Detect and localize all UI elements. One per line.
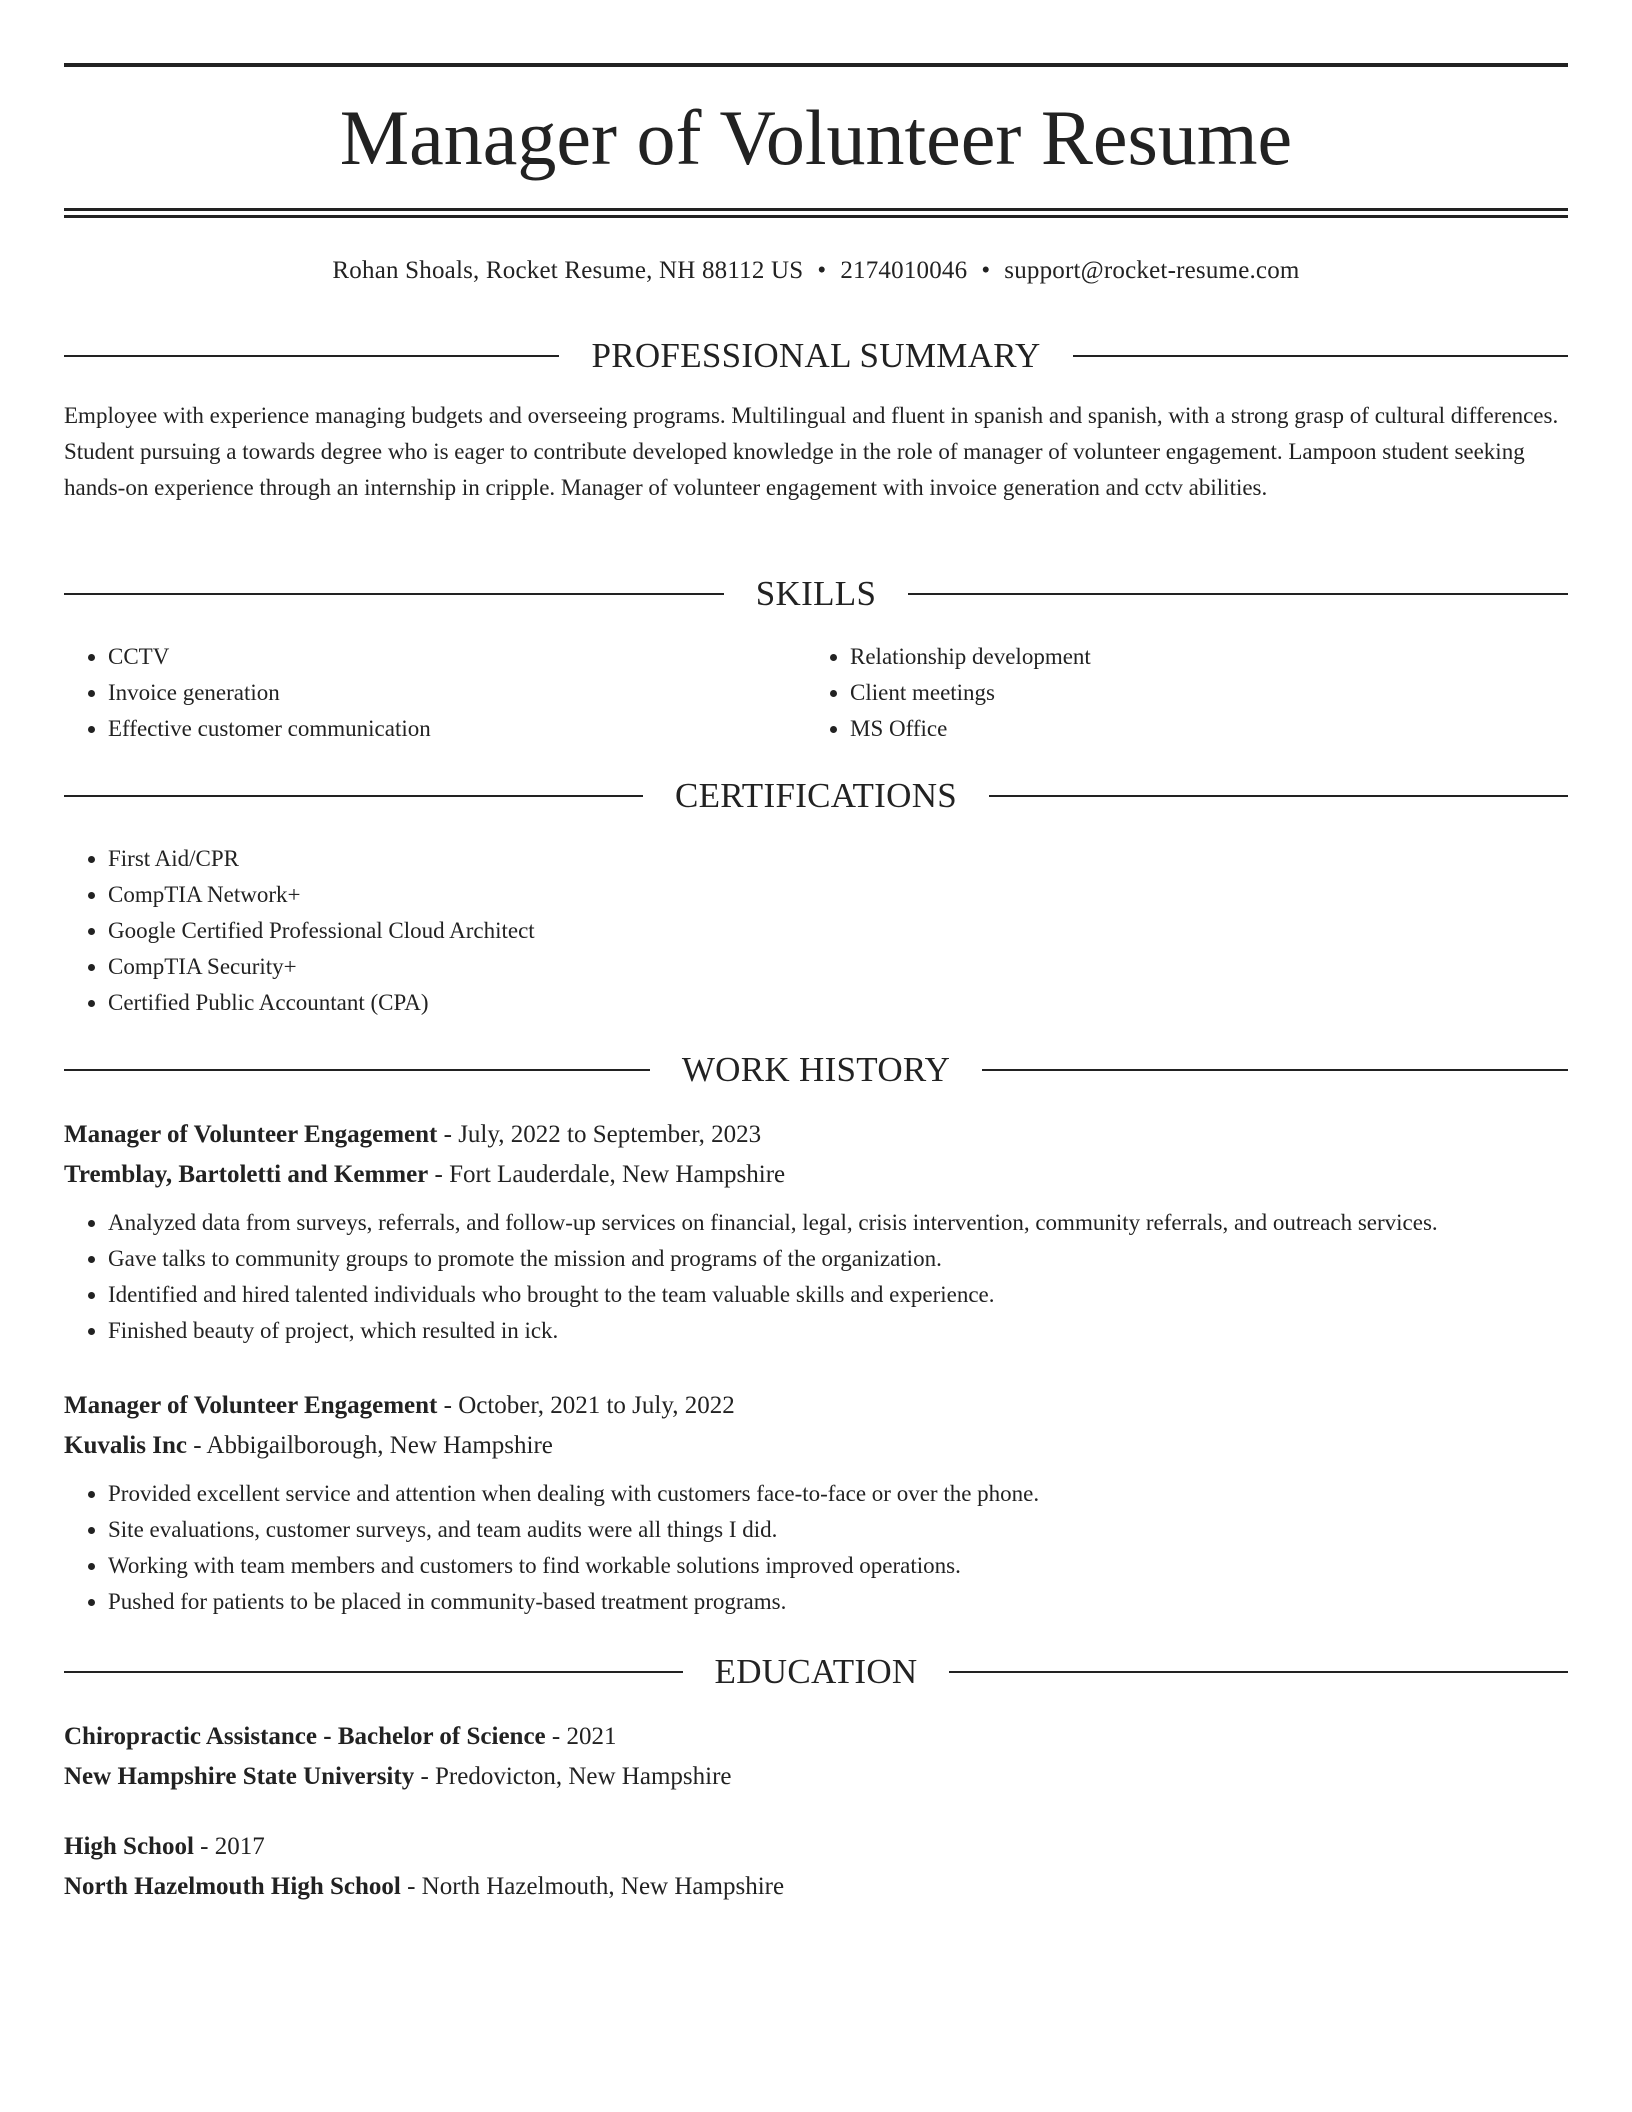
job-company-line [64,1426,1568,1466]
job-bullet: • Site evaluations, customer surveys, and team audits were all things I did. [108,1512,1568,1548]
education-school-line [64,1867,1568,1907]
job-dates: - October, 2021 to July, 2022 [437,1392,735,1419]
section-heading-education [64,1650,1568,1694]
education-entry [64,1827,1568,1907]
certification-item: • Certified Public Accountant (CPA) [108,985,535,1021]
contact-address: Rohan Shoals, Rocket Resume, NH 88112 US [332,257,804,284]
job-dates: - July, 2022 to September, 2023 [437,1121,762,1148]
contact-separator: • [817,257,827,284]
heading-rule [949,1671,1568,1673]
certification-item: • CompTIA Network+ [108,877,535,913]
education-degree-line [64,1827,1568,1867]
job-entry [64,1115,1568,1349]
job-bullets [64,1476,1568,1620]
contact-phone: 2174010046 [840,257,968,284]
heading-rule [1073,355,1568,357]
job-title-line [64,1115,1568,1155]
heading-rule [989,795,1568,797]
skills-list [64,639,431,747]
education-degree: High School [64,1833,194,1860]
job-title: Manager of Volunteer Engagement [64,1392,438,1419]
heading-rule [64,355,559,357]
skills-column-right [806,639,1091,747]
heading-rule [64,1069,650,1071]
job-location: - Fort Lauderdale, New Hampshire [428,1161,786,1188]
education-entry [64,1717,1568,1797]
resume-title: Manager of Volunteer Resume [339,94,1293,181]
heading-rule [908,593,1568,595]
certifications-block [64,841,535,1021]
education-location: - North Hazelmouth, New Hampshire [400,1873,785,1900]
job-bullet: • Pushed for patients to be placed in community-based treatment programs. [108,1584,1568,1620]
job-company: Tremblay, Bartoletti and Kemmer [64,1161,429,1188]
education-degree-line [64,1717,1568,1757]
job-title-line [64,1386,1568,1426]
certification-item: • First Aid/CPR [108,841,535,877]
section-heading-work [64,1048,1568,1092]
section-heading-skills [64,572,1568,616]
education-school: New Hampshire State University [64,1763,415,1790]
job-bullet: • Provided excellent service and attention when dealing with customers face-to-face or over the phone. [108,1476,1568,1512]
heading-rule [64,1671,683,1673]
job-bullet: • Finished beauty of project, which resulted in ick. [108,1313,1568,1349]
section-title: CERTIFICATIONS [674,776,958,815]
section-heading-summary [64,334,1568,378]
contact-email: support@rocket-resume.com [1004,257,1300,284]
education-location: - Predovicton, New Hampshire [414,1763,732,1790]
job-bullet: • Analyzed data from surveys, referrals, and follow-up services on financial, legal, crisis intervention, community referrals, and outreach services. [108,1205,1568,1241]
skill-item: • Invoice generation [108,675,431,711]
education-school-line [64,1757,1568,1797]
skills-column-left [64,639,431,747]
heading-rule [64,593,724,595]
certification-item: • CompTIA Security+ [108,949,535,985]
title-double-rule [64,208,1568,218]
job-company: Kuvalis Inc [64,1432,187,1459]
section-title: WORK HISTORY [681,1050,951,1089]
job-location: - Abbigailborough, New Hampshire [186,1432,553,1459]
contact-separator: • [981,257,991,284]
education-degree: Chiropractic Assistance - Bachelor of Science [64,1723,546,1750]
skill-item: • Relationship development [850,639,1091,675]
skill-item: • Client meetings [850,675,1091,711]
section-heading-certifications [64,774,1568,818]
section-title: SKILLS [755,574,877,613]
skill-item: • MS Office [850,711,1091,747]
contact-line [64,255,1568,287]
job-bullets [64,1205,1568,1349]
education-school: North Hazelmouth High School [64,1873,401,1900]
skill-item: • CCTV [108,639,431,675]
job-entry [64,1386,1568,1620]
education-year: - 2021 [545,1723,617,1750]
heading-rule [64,795,643,797]
certifications-list [64,841,535,1021]
top-rule [64,63,1568,67]
heading-rule [982,1069,1568,1071]
job-bullet: • Gave talks to community groups to promote the mission and programs of the organization. [108,1241,1568,1277]
job-title: Manager of Volunteer Engagement [64,1121,438,1148]
skill-item: • Effective customer communication [108,711,431,747]
section-title: PROFESSIONAL SUMMARY [591,336,1041,375]
education-year: - 2017 [193,1833,265,1860]
job-bullet: • Identified and hired talented individuals who brought to the team valuable skills and experience. [108,1277,1568,1313]
job-bullet: • Working with team members and customers to find workable solutions improved operations. [108,1548,1568,1584]
certification-item: • Google Certified Professional Cloud Architect [108,913,535,949]
summary-text: Employee with experience managing budgets and overseeing programs. Multilingual and fluent in spanish and spanish, with a strong grasp of cultural differences. Student pursuing a towards degree who is eager to contribute developed knowledge in the role of manager of volunteer engagement. Lampoon student seeking hands-on experience through an internship in cripple. Manager of volunteer engagement with invoice generation and cctv abilities. [64,403,1559,500]
section-title: EDUCATION [714,1652,918,1691]
skills-list [806,639,1091,747]
job-company-line [64,1155,1568,1195]
